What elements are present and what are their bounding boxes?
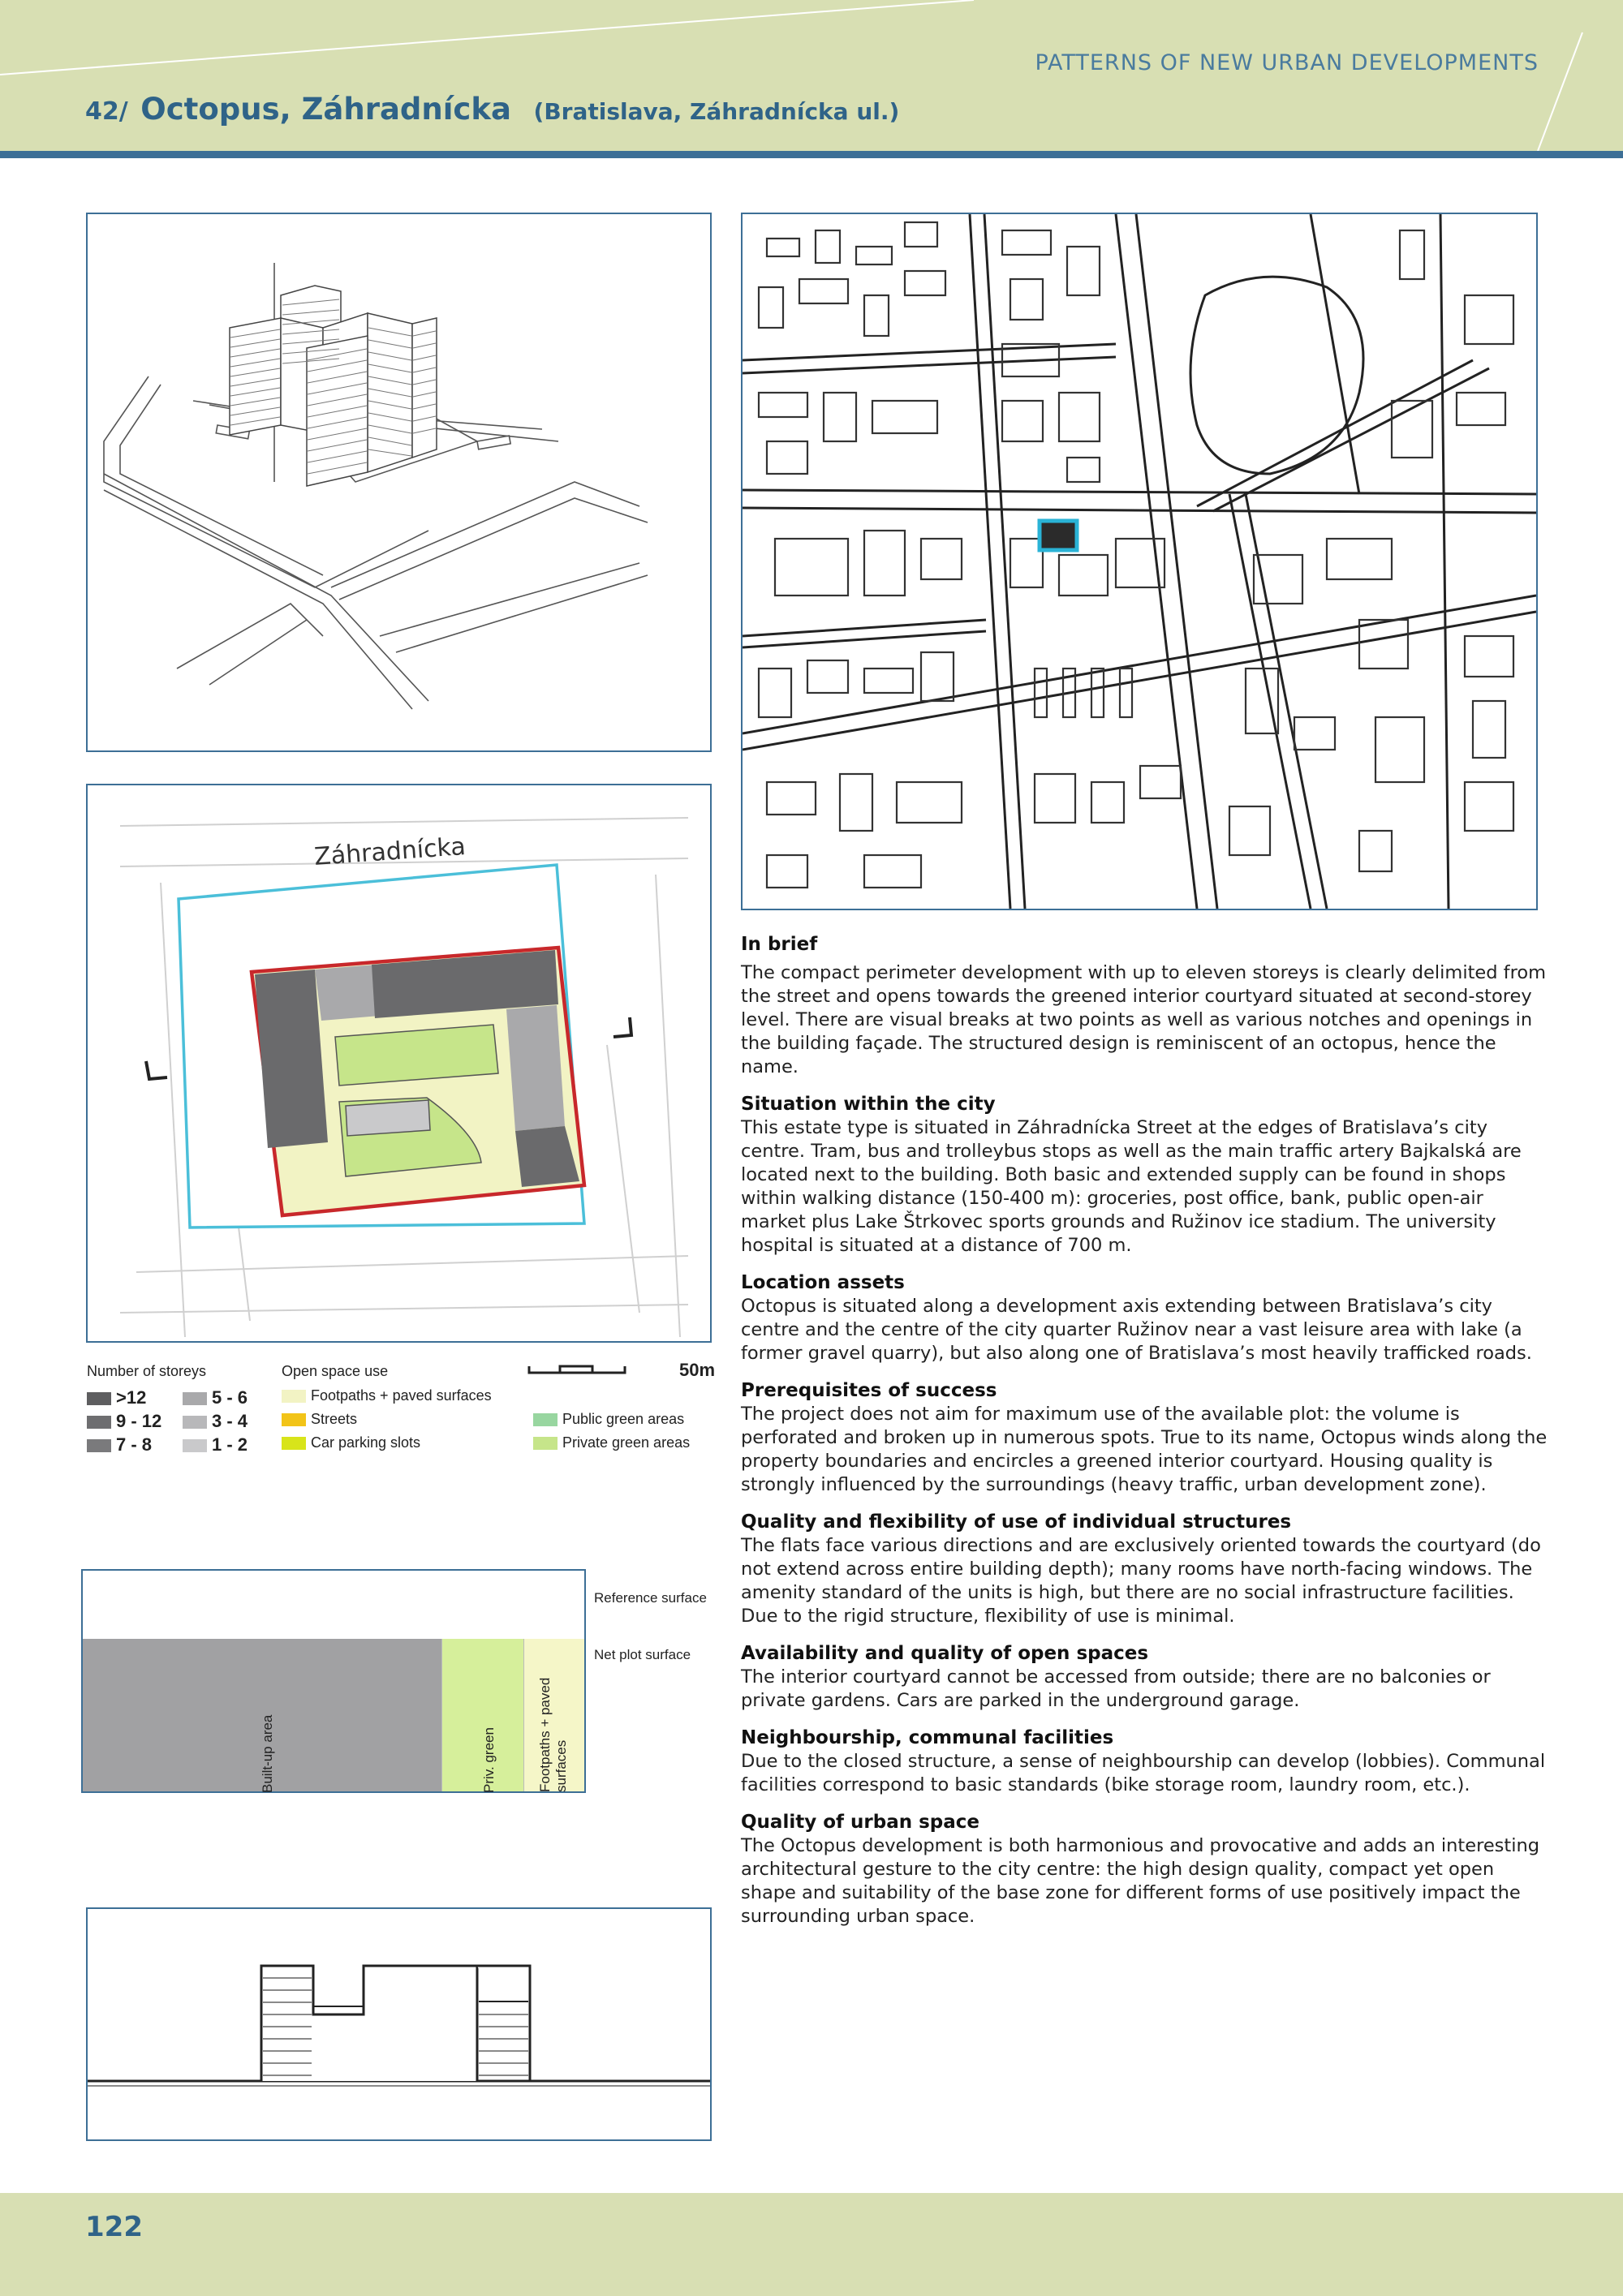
heading-in-brief: In brief <box>741 934 818 955</box>
paragraph-neighbourship: Due to the closed structure, a sense of neighbourship can develop (lobbies). Communal facilities correspond to basic standards (bike storage room, laundry room, etc.). <box>741 1751 1546 1795</box>
heading-neighbourship: Neighbourship, communal facilities <box>741 1727 1114 1748</box>
reference-surface-label: Reference surface <box>594 1590 707 1606</box>
storey-item-3: 7 - 8 <box>87 1434 152 1455</box>
street-label: Záhradnícka <box>313 832 467 871</box>
section-mark-west <box>146 1061 167 1079</box>
page-number: 122 <box>85 2211 143 2243</box>
entry-number: 42/ <box>85 97 128 126</box>
site-marker <box>1040 521 1077 550</box>
green-item-public: Public green areas <box>533 1411 684 1428</box>
heading-situation: Situation within the city <box>741 1094 996 1115</box>
building-east-wing <box>506 1005 565 1131</box>
series-title: PATTERNS OF NEW URBAN DEVELOPMENTS <box>1035 50 1539 75</box>
paragraph-prerequisites: The project does not aim for maximum use of the available plot: the volume is perforated and broken up in numerous spots. True to its name, Octopus winds along the property boundaries and encircles a greened interior courtyard. Housing quality is strongly influenced by the surroundings (heavy traffic, urban development zone). <box>741 1404 1548 1495</box>
project-location: (Bratislava, Záhradnícka ul.) <box>533 98 900 125</box>
heading-location: Location assets <box>741 1272 905 1293</box>
segment-label-built-up: Built-up area <box>260 1714 275 1793</box>
open-item-streets: Streets <box>282 1411 357 1428</box>
segment-label-private-green: Priv. green <box>481 1727 497 1793</box>
heading-quality: Quality and flexibility of use of individual structures <box>741 1511 1292 1533</box>
heading-prerequisites: Prerequisites of success <box>741 1380 997 1401</box>
section-drawing <box>88 1909 710 2139</box>
paragraph-quality: The flats face various directions and are exclusively oriented towards the courtyard (do not extend across entire building depth); many rooms have north-facing windows. The amenity standard of the units is high, but there are no social infrastructure facilities. Due to the rigid structure, flexibility of use is minimal. <box>741 1535 1541 1627</box>
city-map-panel <box>741 213 1538 910</box>
axonometric-panel <box>86 213 712 752</box>
site-plan <box>88 785 710 1341</box>
paragraph-open-spaces: The interior courtyard cannot be accessed from outside; there are no balconies or private gardens. Cars are parked in the underground garage. <box>741 1666 1491 1711</box>
paragraph-in-brief: The compact perimeter development with up to eleven storeys is clearly delimited from the street and opens towards the greened interior courtyard situated at second-storey level. There are visual breaks at two points as well as various notches and openings in the building façade. The structured design is reminiscent of an octopus, hence the name. <box>741 962 1547 1077</box>
interior-building <box>346 1100 430 1136</box>
paragraph-location: Octopus is situated along a development axis extending between Bratislava’s city centre and the centre of the city quarter Ružinov near a vast leisure area with lake (a former gravel quarry), but also along one of Bratislava’s most heavily trafficked roads. <box>741 1296 1532 1364</box>
storey-item-4: 5 - 6 <box>183 1387 248 1408</box>
page-header <box>0 0 1623 151</box>
open-space-title: Open space use <box>282 1363 389 1379</box>
page-footer <box>0 2193 1623 2296</box>
paragraph-urban-space: The Octopus development is both harmonious and provocative and adds an interesting architectural gesture to the city centre: the high design quality, compact yet open shape and suitability of the base zone for different forms of use positively impact the surrounding urban space. <box>741 1835 1540 1927</box>
storey-item-2: 9 - 12 <box>87 1411 161 1432</box>
plot-surface-chart <box>81 1569 722 1796</box>
page-title <box>85 92 899 127</box>
site-plan-legend <box>85 1361 722 1467</box>
site-plan-panel <box>86 784 712 1343</box>
net-plot-label: Net plot surface <box>594 1647 691 1662</box>
axonometric-drawing <box>88 214 710 750</box>
text-column <box>741 933 1548 1942</box>
open-item-parking: Car parking slots <box>282 1434 420 1451</box>
green-item-private: Private green areas <box>533 1434 690 1451</box>
heading-open-spaces: Availability and quality of open spaces <box>741 1643 1149 1664</box>
header-rule <box>0 151 1623 158</box>
paragraph-situation: This estate type is situated in Záhradnícka Street at the edges of Bratislava’s city centre. Tram, bus and trolleybus stops as well as the main traffic artery Bajkalská are located next to the building. Both basic and extended supply can be found in shops within walking distance (150-400 m): groceries, post office, bank, public open-air market plus Lake Štrkovec sports grounds and Ružinov ice stadium. The university hospital is situated at a distance of 700 m. <box>741 1117 1522 1256</box>
heading-urban-space: Quality of urban space <box>741 1812 980 1833</box>
plot-segments <box>83 1639 584 1791</box>
storey-item-6: 1 - 2 <box>183 1434 248 1455</box>
city-map <box>743 214 1536 909</box>
scale-label: 50m <box>679 1360 716 1380</box>
storey-item-5: 3 - 4 <box>183 1411 248 1432</box>
open-item-footpaths: Footpaths + paved surfaces <box>282 1387 492 1404</box>
header-decoration <box>0 0 1623 151</box>
storey-item-1: >12 <box>87 1387 146 1408</box>
segment-label-footpaths: Footpaths + paved surfaces <box>537 1677 569 1792</box>
section-mark-east <box>613 1017 631 1037</box>
project-name: Octopus, Záhradnícka <box>140 92 511 127</box>
section-panel <box>86 1907 712 2141</box>
storeys-title: Number of storeys <box>87 1363 207 1379</box>
scale-bar <box>527 1361 690 1386</box>
